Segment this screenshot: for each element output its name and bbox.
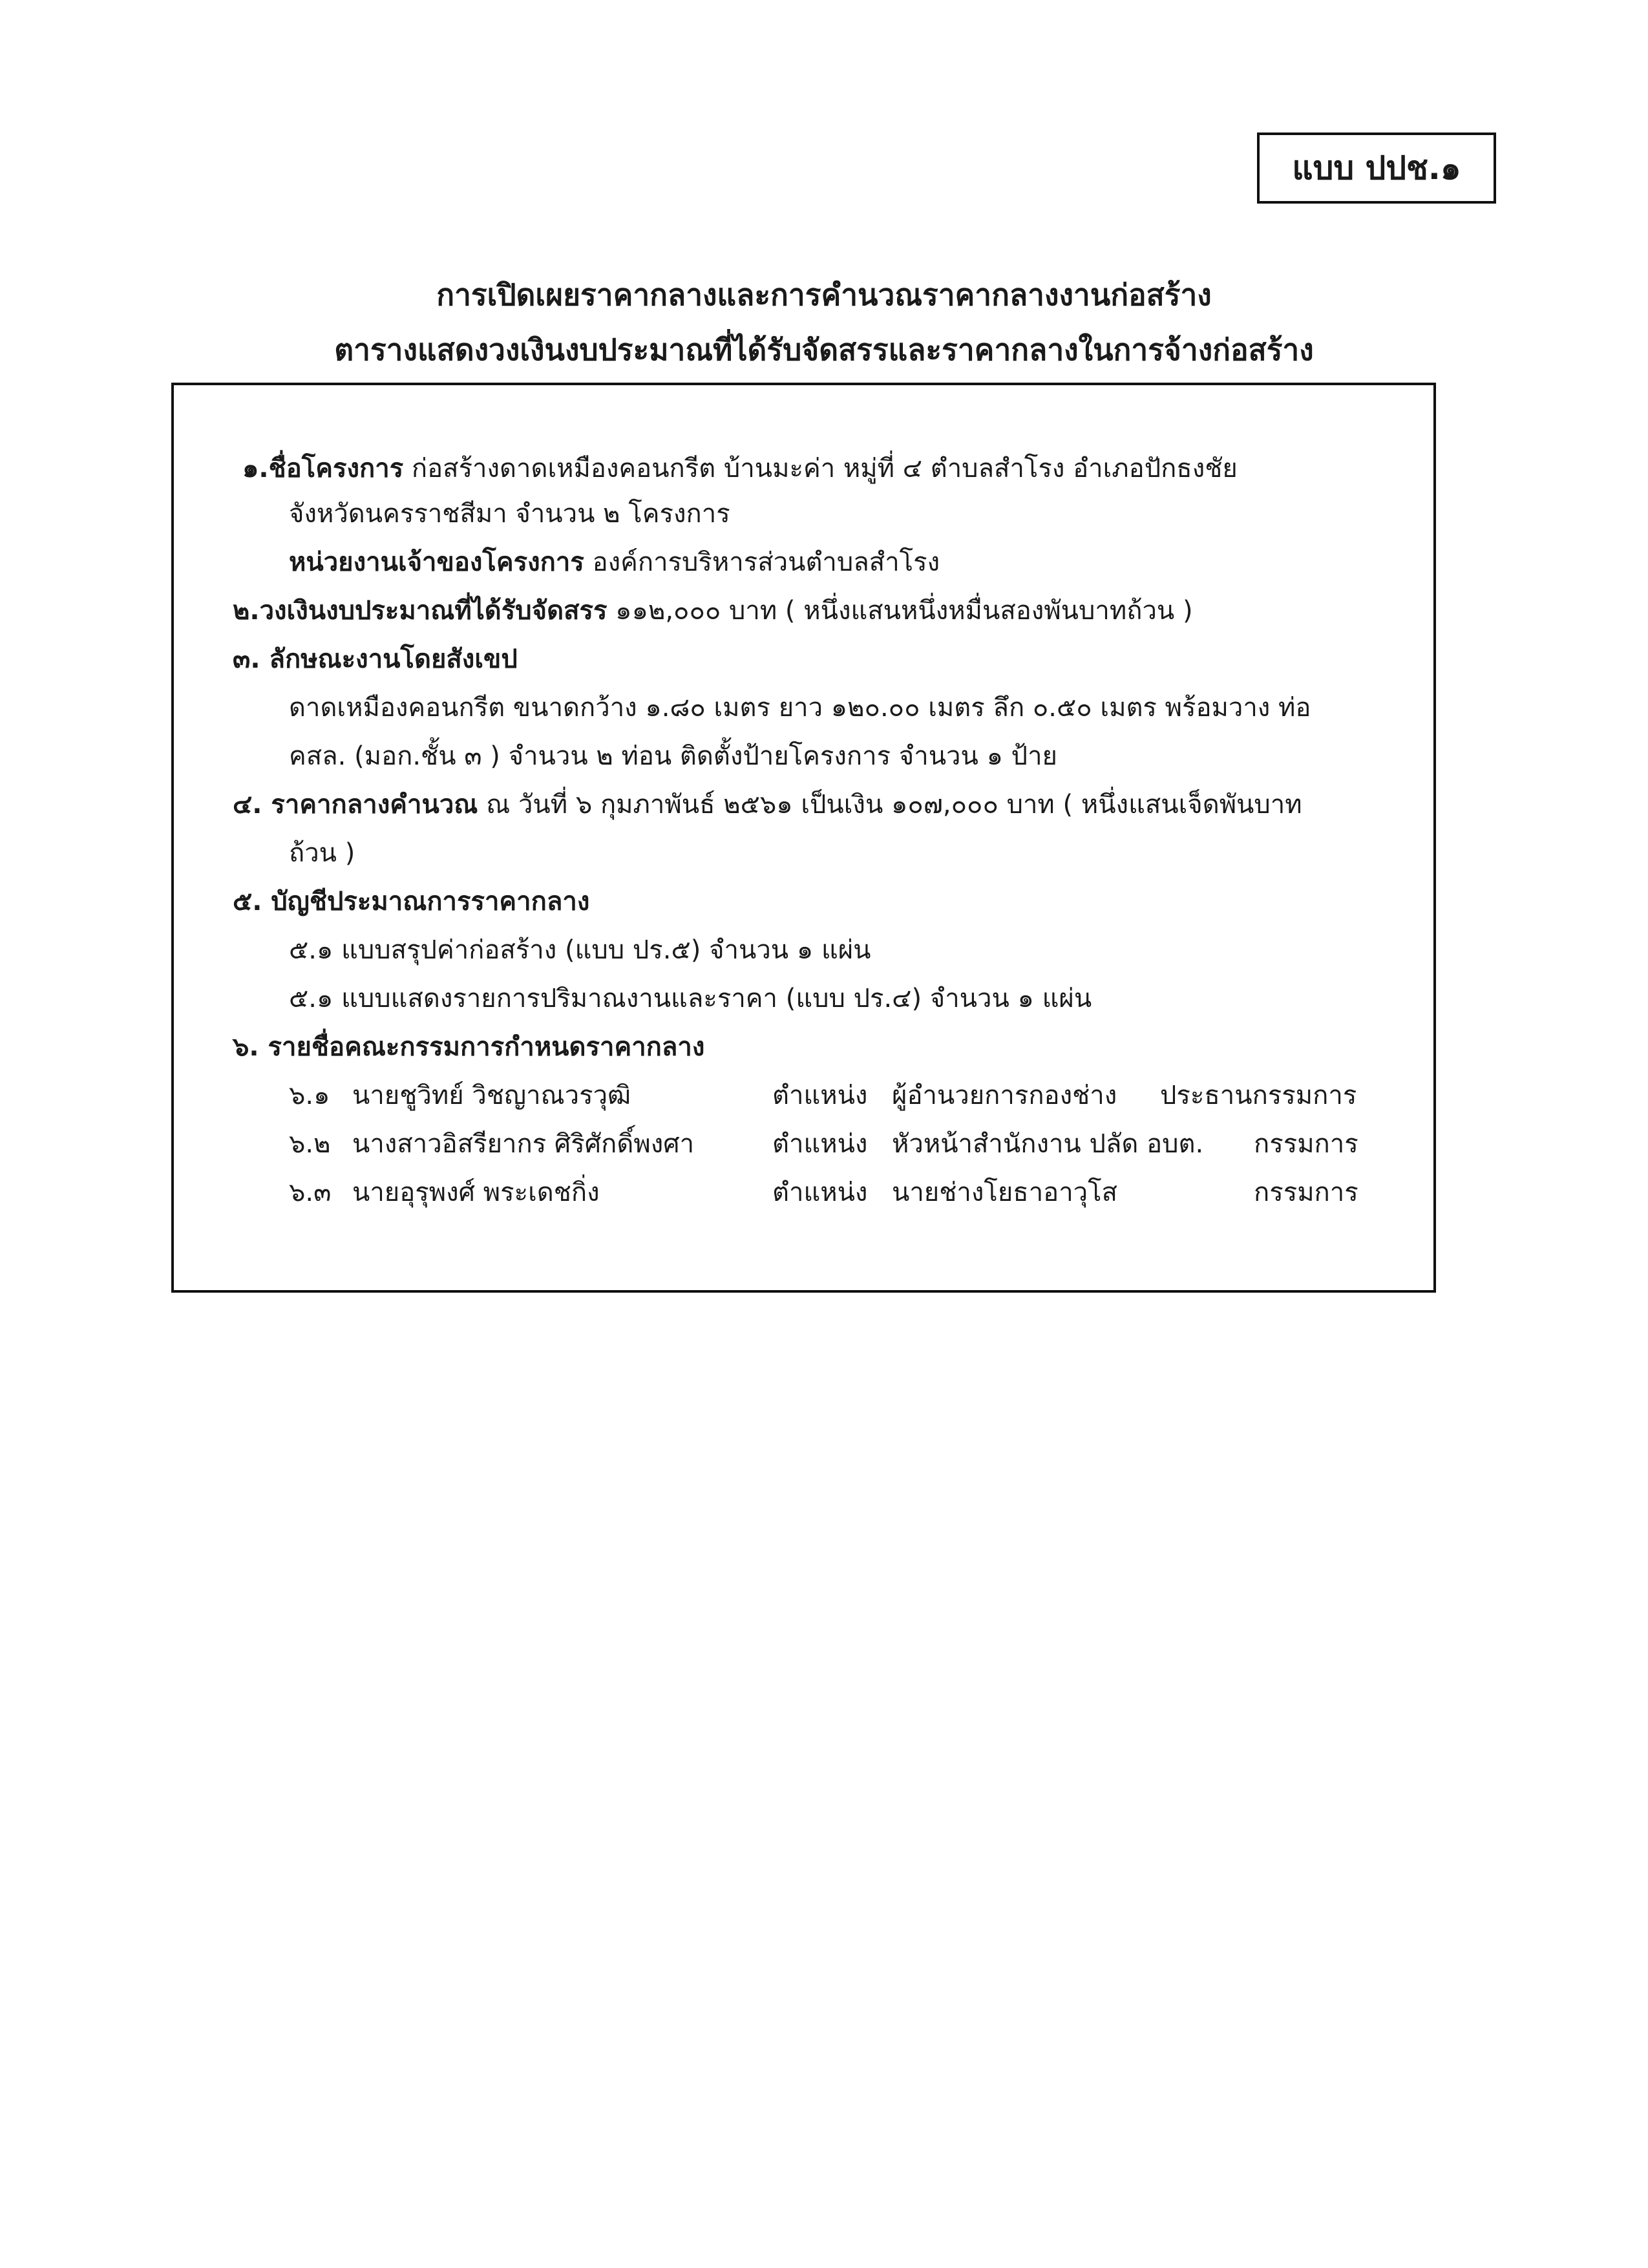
document-title-line2: ตารางแสดงวงเงินงบประมาณที่ได้รับจัดสรรและราคากลางในการจ้างก่อสร้าง <box>334 332 1314 367</box>
bill-item1: ๕.๑ แบบสรุปค่าก่อสร้าง (แบบ ปร.๕) จำนวน ๑ แผ่น <box>289 935 871 965</box>
member-position-label: ตำแหน่ง <box>772 1081 868 1110</box>
project-text: ก่อสร้างดาดเหมืองคอนกรีต บ้านมะค่า หมู่ที่ ๔ ตำบลสำโรง อำเภอปักธงชัย <box>411 454 1238 483</box>
reference-price-text1: ณ วันที่ ๖ กุมภาพันธ์ ๒๕๖๑ เป็นเงิน ๑๐๗,๐๐๐ บาท ( หนึ่งแสนเจ็ดพันบาท <box>486 790 1302 820</box>
reference-price-text2: ถ้วน ) <box>289 838 355 868</box>
member-role: ประธานกรรมการ <box>1160 1081 1357 1110</box>
budget-label: ๒.วงเงินงบประมาณที่ได้รับจัดสรร <box>233 596 607 626</box>
member-name: นางสาวอิสรียากร ศิริศักดิ์พงศา <box>352 1129 695 1159</box>
member-position-label: ตำแหน่ง <box>772 1129 868 1159</box>
project-owner-line <box>289 549 940 575</box>
member-position: หัวหน้าสำนักงาน ปลัด อบต. <box>892 1129 1204 1159</box>
member-position: ผู้อำนวยการกองช่าง <box>892 1081 1117 1110</box>
form-code-badge <box>1257 132 1496 204</box>
project-owner-text: องค์การบริหารส่วนตำบลสำโรง <box>592 547 940 577</box>
member-no: ๖.๒ <box>289 1129 331 1159</box>
bill-label: ๕. บัญชีประมาณการราคากลาง <box>233 887 590 917</box>
member-position-label: ตำแหน่ง <box>772 1178 868 1207</box>
project-label: ๑.ชื่อโครงการ <box>242 454 404 483</box>
member-name: นายชูวิทย์ วิชญาณวรวุฒิ <box>352 1081 631 1110</box>
budget-text: ๑๑๒,๐๐๐ บาท ( หนึ่งแสนหนึ่งหมื่นสองพันบาทถ้วน ) <box>615 596 1193 626</box>
member-position: นายช่างโยธาอาวุโส <box>892 1178 1118 1207</box>
summary-label: ๓. ลักษณะงานโดยสังเขป <box>233 644 518 674</box>
summary-text1: ดาดเหมืองคอนกรีต ขนาดกว้าง ๑.๘๐ เมตร ยาว ๑๒๐.๐๐ เมตร ลึก ๐.๕๐ เมตร พร้อมวาง ท่อ <box>289 693 1311 723</box>
project-owner-label: หน่วยงานเจ้าของโครงการ <box>289 547 584 577</box>
committee-label: ๖. รายชื่อคณะกรรมการกำหนดราคากลาง <box>233 1032 705 1062</box>
summary-text2: คสล. (มอก.ชั้น ๓ ) จำนวน ๒ ท่อน ติดตั้งป้ายโครงการ จำนวน ๑ ป้าย <box>289 741 1057 771</box>
project-line2: จังหวัดนครราชสีมา จำนวน ๒ โครงการ <box>289 499 730 529</box>
form-code-text: แบบ ปปช.๑ <box>1292 149 1461 187</box>
document-title-line1: การเปิดเผยราคากลางและการคำนวณราคากลางงานก่อสร้าง <box>436 277 1212 312</box>
member-no: ๖.๓ <box>289 1178 332 1207</box>
member-name: นายอุรุพงศ์ พระเดชกิ่ง <box>352 1178 600 1207</box>
member-no: ๖.๑ <box>289 1081 330 1110</box>
member-role: กรรมการ <box>1254 1129 1358 1159</box>
project-line <box>242 456 1238 482</box>
bill-item2: ๕.๑ แบบแสดงรายการปริมาณงานและราคา (แบบ ปร.๔) จำนวน ๑ แผ่น <box>289 984 1092 1013</box>
member-role: กรรมการ <box>1254 1178 1358 1207</box>
reference-price-line <box>233 792 1302 818</box>
reference-price-label: ๔. ราคากลางคำนวณ <box>233 790 478 820</box>
budget-line <box>233 598 1193 624</box>
